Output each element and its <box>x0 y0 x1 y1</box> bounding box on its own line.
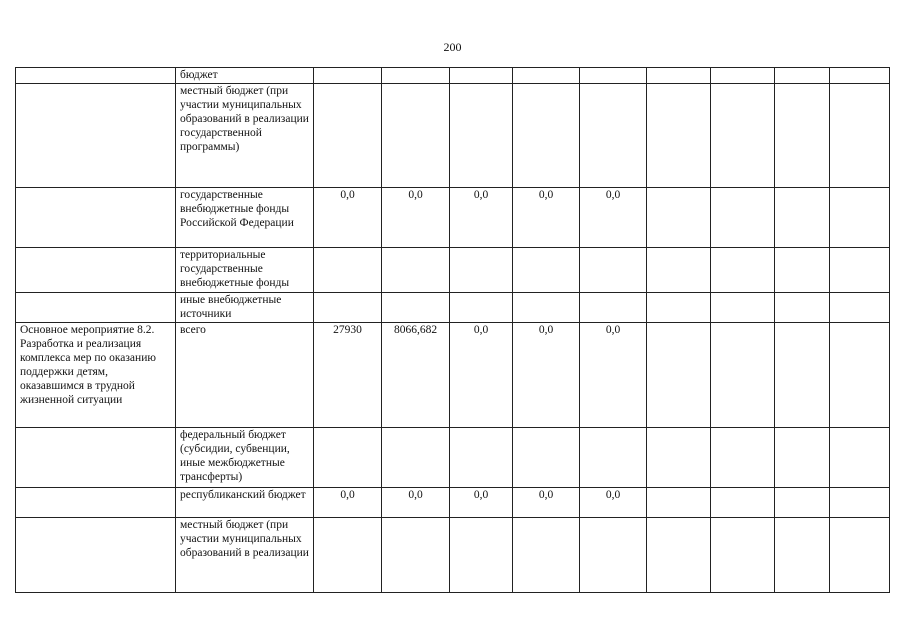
value-cell <box>314 518 382 593</box>
source-cell: местный бюджет (при участии муниципальных образований в реализации <box>176 518 314 593</box>
value-cell <box>450 248 513 293</box>
budget-table <box>15 67 890 593</box>
table-row <box>16 248 890 293</box>
value-cell <box>513 248 580 293</box>
value-cell <box>830 323 890 428</box>
value-cell <box>382 68 450 84</box>
value-cell <box>647 428 711 488</box>
value-cell <box>775 428 830 488</box>
value-cell: 0,0 <box>580 188 647 248</box>
event-cell <box>16 84 176 188</box>
value-cell <box>580 68 647 84</box>
value-cell <box>830 518 890 593</box>
value-cell: 0,0 <box>580 323 647 428</box>
value-cell <box>647 68 711 84</box>
table-row <box>16 68 890 84</box>
value-cell <box>647 293 711 323</box>
value-cell <box>775 293 830 323</box>
source-cell: бюджет <box>176 68 314 84</box>
value-cell: 0,0 <box>382 188 450 248</box>
value-cell <box>450 518 513 593</box>
value-cell <box>513 428 580 488</box>
value-cell <box>830 84 890 188</box>
value-cell <box>830 248 890 293</box>
value-cell <box>513 68 580 84</box>
event-cell <box>16 188 176 248</box>
event-cell <box>16 518 176 593</box>
source-cell: всего <box>176 323 314 428</box>
value-cell <box>775 68 830 84</box>
value-cell: 0,0 <box>314 188 382 248</box>
value-cell <box>775 488 830 518</box>
value-cell <box>580 428 647 488</box>
value-cell <box>711 84 775 188</box>
value-cell <box>775 188 830 248</box>
value-cell: 0,0 <box>513 188 580 248</box>
event-cell <box>16 293 176 323</box>
value-cell: 0,0 <box>450 323 513 428</box>
value-cell <box>647 488 711 518</box>
value-cell <box>382 518 450 593</box>
value-cell <box>830 68 890 84</box>
value-cell <box>830 293 890 323</box>
source-cell: государственные внебюджетные фонды Российской Федерации <box>176 188 314 248</box>
table-row <box>16 188 890 248</box>
value-cell <box>830 188 890 248</box>
value-cell <box>775 518 830 593</box>
value-cell <box>775 84 830 188</box>
value-cell <box>314 84 382 188</box>
value-cell: 0,0 <box>513 323 580 428</box>
table-row <box>16 488 890 518</box>
value-cell <box>711 323 775 428</box>
event-cell <box>16 68 176 84</box>
value-cell <box>711 188 775 248</box>
table-row <box>16 323 890 428</box>
value-cell <box>647 518 711 593</box>
value-cell <box>314 68 382 84</box>
value-cell <box>647 188 711 248</box>
value-cell <box>647 84 711 188</box>
value-cell <box>711 248 775 293</box>
value-cell <box>711 428 775 488</box>
value-cell <box>382 84 450 188</box>
source-cell: иные внебюджетные источники <box>176 293 314 323</box>
value-cell: 0,0 <box>314 488 382 518</box>
source-cell: местный бюджет (при участии муниципальных образований в реализации государственной программы) <box>176 84 314 188</box>
value-cell <box>830 428 890 488</box>
event-cell <box>16 428 176 488</box>
value-cell: 0,0 <box>382 488 450 518</box>
value-cell: 0,0 <box>450 188 513 248</box>
value-cell <box>775 248 830 293</box>
page-number: 200 <box>443 40 462 54</box>
table-row <box>16 518 890 593</box>
value-cell: 0,0 <box>580 488 647 518</box>
source-cell: территориальные государственные внебюджетные фонды <box>176 248 314 293</box>
value-cell <box>775 323 830 428</box>
value-cell: 8066,682 <box>382 323 450 428</box>
value-cell <box>450 68 513 84</box>
value-cell <box>647 248 711 293</box>
value-cell <box>580 518 647 593</box>
value-cell <box>450 428 513 488</box>
value-cell <box>513 293 580 323</box>
event-cell <box>16 248 176 293</box>
value-cell <box>382 428 450 488</box>
value-cell: 0,0 <box>450 488 513 518</box>
value-cell <box>382 293 450 323</box>
value-cell <box>580 84 647 188</box>
value-cell <box>580 293 647 323</box>
value-cell <box>314 248 382 293</box>
table-row <box>16 428 890 488</box>
event-cell: Основное мероприятие 8.2. Разработка и реализация комплекса мер по оказанию поддержки детям, оказавшимся в трудной жизненной ситуации <box>16 323 176 428</box>
source-cell: федеральный бюджет (субсидии, субвенции, иные межбюджетные трансферты) <box>176 428 314 488</box>
event-cell <box>16 488 176 518</box>
value-cell <box>580 248 647 293</box>
value-cell <box>711 518 775 593</box>
value-cell <box>711 488 775 518</box>
table-row <box>16 84 890 188</box>
value-cell <box>513 84 580 188</box>
value-cell <box>450 84 513 188</box>
value-cell <box>711 293 775 323</box>
value-cell: 27930 <box>314 323 382 428</box>
value-cell <box>830 488 890 518</box>
value-cell <box>647 323 711 428</box>
value-cell <box>711 68 775 84</box>
value-cell <box>382 248 450 293</box>
source-cell: республиканский бюджет <box>176 488 314 518</box>
value-cell: 0,0 <box>513 488 580 518</box>
value-cell <box>314 428 382 488</box>
value-cell <box>513 518 580 593</box>
table-row <box>16 293 890 323</box>
value-cell <box>314 293 382 323</box>
value-cell <box>450 293 513 323</box>
